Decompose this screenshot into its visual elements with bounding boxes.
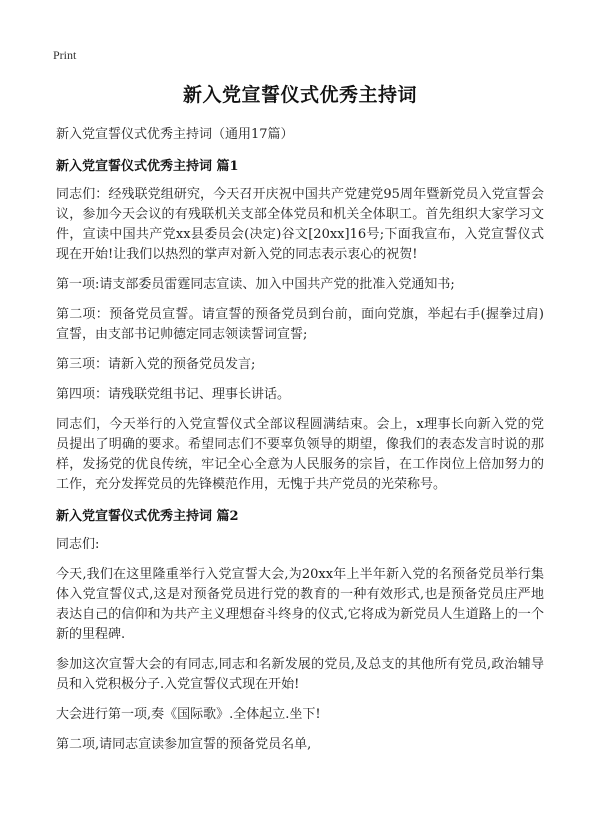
document-subtitle: 新入党宣誓仪式优秀主持词（通用17篇） xyxy=(56,127,294,142)
paragraph: 参加这次宣誓大会的有同志,同志和名新发展的党员,及总支的其他所有党员,政治辅导员和入党积极分子.入党宣誓仪式现在开始! xyxy=(56,657,544,692)
paragraph: 同志们：经残联党组研究，今天召开庆祝中国共产党建党95周年暨新党员入党宣誓会议，参加今天会议的有残联机关支部全体党员和机关全体职工。首先组织大家学习文件，宣读中国共产党xx县委员会(决定)谷文[20xx]16号;下面我宣布，入党宣誓仪式现在开始!让我们以热烈的掌声对新入党的同志表示衷心的祝贺! xyxy=(56,187,544,262)
paragraph: 同志们: xyxy=(56,537,100,552)
paragraph: 第三项：请新入党的预备党员发言; xyxy=(56,357,256,372)
paragraph: 同志们，今天举行的入党宣誓仪式全部议程圆满结束。会上，x理事长向新入党的党员提出了明确的要求。希望同志们不要辜负领导的期望，像我们的表态发言时说的那样，发扬党的优良传统，牢记全心全意为人民服务的宗旨，在工作岗位上倍加努力的工作，充分发挥党员的先锋模范作用，无愧于共产党员的光荣称号。 xyxy=(56,417,544,492)
paragraph: 第二项：预备党员宣誓。请宣誓的预备党员到台前，面向党旗，举起右手(握拳过肩)宣誓，由支部书记帅德定同志领读誓词宣誓; xyxy=(56,307,544,342)
paragraph: 第四项：请残联党组书记、理事长讲话。 xyxy=(56,387,291,402)
paragraph: 第二项,请同志宣读参加宣誓的预备党员名单, xyxy=(56,737,312,752)
paragraph: 今天,我们在这里隆重举行入党宣誓大会,为20xx年上半年新入党的名预备党员举行集体入党宣誓仪式,这是对预备党员进行党的教育的一种有效形式,也是预备党员庄严地表达自己的信仰和为共产主义理想奋斗终身的仪式,它将成为新党员人生道路上的一个新的里程碑. xyxy=(56,567,544,642)
print-link[interactable]: Print xyxy=(53,48,77,62)
page-title: 新入党宣誓仪式优秀主持词 xyxy=(182,84,417,106)
paragraph: 第一项:请支部委员雷霆同志宣读、加入中国共产党的批准入党通知书; xyxy=(56,277,455,292)
paragraph: 大会进行第一项,奏《国际歌》.全体起立.坐下! xyxy=(56,707,321,722)
section-heading-1: 新入党宣誓仪式优秀主持词 篇1 xyxy=(56,159,239,174)
section-heading-2: 新入党宣誓仪式优秀主持词 篇2 xyxy=(56,509,239,524)
